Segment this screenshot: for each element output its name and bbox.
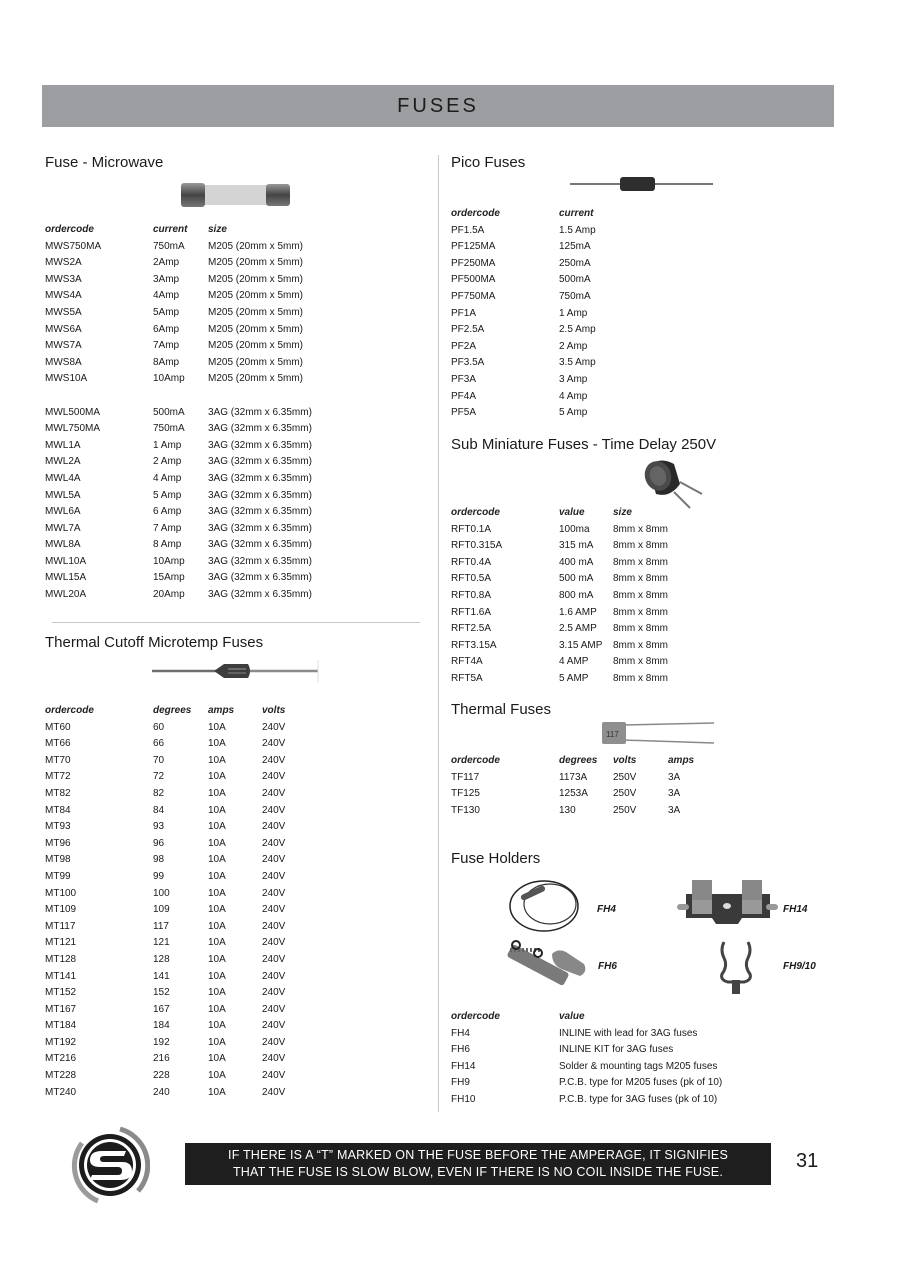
microtemp-fuse-table xyxy=(45,703,285,1101)
thermal-fuse-image xyxy=(602,720,716,748)
table-row: PF4A 4 Amp xyxy=(451,390,588,402)
table-row: MWS5A 5Amp M205 (20mm x 5mm) xyxy=(45,306,304,318)
table-row: MWS10A 10Amp M205 (20mm x 5mm) xyxy=(45,373,304,385)
section-divider xyxy=(52,622,420,623)
section-title-thermal: Thermal Fuses xyxy=(451,701,552,718)
table-row: MWS8A 8Amp M205 (20mm x 5mm) xyxy=(45,356,304,368)
table-row: PF750MA 750mA xyxy=(451,290,591,302)
table-row: MT121 121 10A 240V xyxy=(45,937,286,949)
svg-text:117: 117 xyxy=(606,730,619,739)
company-logo-icon xyxy=(68,1125,150,1205)
table-row: MT72 72 10A 240V xyxy=(45,771,286,783)
fh4-holder-image xyxy=(506,876,582,936)
table-row: TF117 1173A 250V 3A xyxy=(451,771,681,783)
table-row: MT141 141 10A 240V xyxy=(45,970,286,982)
section-title-pico: Pico Fuses xyxy=(451,154,526,171)
table-row: MT228 228 10A 240V xyxy=(45,1070,286,1082)
table-row: MWL8A 8 Amp 3AG (32mm x 6.35mm) xyxy=(45,539,312,551)
table-row: PF125MA 125mA xyxy=(451,241,591,253)
table-row: PF3A 3 Amp xyxy=(451,373,588,385)
table-row: RFT0.8A 800 mA 8mm x 8mm xyxy=(451,589,668,601)
table-row: MT98 98 10A 240V xyxy=(45,854,286,866)
table-header: ordercode current xyxy=(451,208,594,219)
table-row: MT84 84 10A 240V xyxy=(45,804,286,816)
fh9-10-clip-image xyxy=(714,938,758,998)
table-row: PF2A 2 Amp xyxy=(451,340,588,352)
table-row: RFT0.1A 100ma 8mm x 8mm xyxy=(451,523,668,535)
section-title-subminiature: Sub Miniature Fuses - Time Delay 250V xyxy=(451,436,717,453)
table-header: ordercode value xyxy=(451,1011,585,1022)
table-row: MWL4A 4 Amp 3AG (32mm x 6.35mm) xyxy=(45,472,312,484)
microwave-fuse-image xyxy=(180,181,292,209)
table-row: MWL15A 15Amp 3AG (32mm x 6.35mm) xyxy=(45,572,312,584)
table-row: TF130 130 250V 3A xyxy=(451,804,681,816)
table-row: MWS6A 6Amp M205 (20mm x 5mm) xyxy=(45,323,304,335)
table-row: MWL7A 7 Amp 3AG (32mm x 6.35mm) xyxy=(45,522,312,534)
table-row: MWL5A 5 Amp 3AG (32mm x 6.35mm) xyxy=(45,489,312,501)
notice-line-1: IF THERE IS A “T” MARKED ON THE FUSE BEFORE THE AMPERAGE, IT SIGNIFIES xyxy=(228,1148,728,1162)
table-row: MWL10A 10Amp 3AG (32mm x 6.35mm) xyxy=(45,555,312,567)
table-row: MT100 100 10A 240V xyxy=(45,887,286,899)
table-row: MT152 152 10A 240V xyxy=(45,987,286,999)
table-header: ordercode degrees volts amps xyxy=(451,755,695,766)
microwave-fuse-table xyxy=(45,222,312,604)
table-row: PF250MA 250mA xyxy=(451,257,591,269)
table-row: MT240 240 10A 240V xyxy=(45,1086,286,1098)
table-row: PF500MA 500mA xyxy=(451,274,591,286)
table-row: MWL500MA 500mA 3AG (32mm x 6.35mm) xyxy=(45,406,312,418)
subminiature-fuse-table xyxy=(451,505,668,688)
table-row: MT184 184 10A 240V xyxy=(45,1020,286,1032)
table-row: MT216 216 10A 240V xyxy=(45,1053,286,1065)
table-row: MT93 93 10A 240V xyxy=(45,821,286,833)
fh14-holder-image xyxy=(676,878,780,930)
table-row: MT109 109 10A 240V xyxy=(45,904,286,916)
table-header: ordercode current size xyxy=(45,224,227,235)
label-fh4: FH4 xyxy=(597,904,616,915)
slow-blow-notice xyxy=(185,1143,771,1185)
table-row: MT70 70 10A 240V xyxy=(45,754,286,766)
microtemp-fuse-image xyxy=(152,660,320,682)
table-row: MWS4A 4Amp M205 (20mm x 5mm) xyxy=(45,290,304,302)
table-row: RFT5A 5 AMP 8mm x 8mm xyxy=(451,672,668,684)
table-header: ordercode value size xyxy=(451,507,632,518)
subminiature-fuse-image xyxy=(640,456,708,512)
table-row: MT99 99 10A 240V xyxy=(45,870,286,882)
table-row: MT82 82 10A 240V xyxy=(45,787,286,799)
label-fh9-10: FH9/10 xyxy=(783,961,816,972)
page-title-banner xyxy=(42,85,834,127)
pico-fuse-table xyxy=(451,206,596,422)
table-row: FH14 Solder & mounting tags M205 fuses xyxy=(451,1060,718,1072)
section-title-holders: Fuse Holders xyxy=(451,850,541,867)
table-row: RFT2.5A 2.5 AMP 8mm x 8mm xyxy=(451,623,668,635)
table-row: PF1A 1 Amp xyxy=(451,307,588,319)
table-row: FH4 INLINE with lead for 3AG fuses xyxy=(451,1027,698,1039)
table-row: FH9 P.C.B. type for M205 fuses (pk of 10) xyxy=(451,1077,723,1089)
table-row: MWS750MA 750mA M205 (20mm x 5mm) xyxy=(45,240,304,252)
table-row: FH6 INLINE KIT for 3AG fuses xyxy=(451,1044,674,1056)
table-row: RFT0.315A 315 mA 8mm x 8mm xyxy=(451,540,668,552)
table-row: MT128 128 10A 240V xyxy=(45,953,286,965)
table-row: MWS3A 3Amp M205 (20mm x 5mm) xyxy=(45,273,304,285)
table-row: RFT3.15A 3.15 AMP 8mm x 8mm xyxy=(451,639,668,651)
table-row: MWL6A 6 Amp 3AG (32mm x 6.35mm) xyxy=(45,506,312,518)
table-row: FH10 P.C.B. type for 3AG fuses (pk of 10) xyxy=(451,1093,718,1105)
section-title-microwave: Fuse - Microwave xyxy=(45,154,164,171)
table-row: RFT1.6A 1.6 AMP 8mm x 8mm xyxy=(451,606,668,618)
table-row: RFT0.5A 500 mA 8mm x 8mm xyxy=(451,573,668,585)
table-row: TF125 1253A 250V 3A xyxy=(451,788,681,800)
table-row: MWS7A 7Amp M205 (20mm x 5mm) xyxy=(45,340,304,352)
table-row: MT60 60 10A 240V xyxy=(45,721,286,733)
table-row: MWL750MA 750mA 3AG (32mm x 6.35mm) xyxy=(45,423,312,435)
table-row: MWS2A 2Amp M205 (20mm x 5mm) xyxy=(45,257,304,269)
fh6-holder-image xyxy=(502,940,592,998)
notice-line-2: THAT THE FUSE IS SLOW BLOW, EVEN IF THERE IS NO COIL INSIDE THE FUSE. xyxy=(232,1165,724,1179)
table-row: MT66 66 10A 240V xyxy=(45,738,286,750)
table-row: RFT4A 4 AMP 8mm x 8mm xyxy=(451,656,668,668)
label-fh14: FH14 xyxy=(783,904,808,915)
table-row: MT192 192 10A 240V xyxy=(45,1036,286,1048)
page-title: FUSES xyxy=(397,94,479,117)
table-header: ordercode degrees amps volts xyxy=(45,705,286,716)
table-row: RFT0.4A 400 mA 8mm x 8mm xyxy=(451,556,668,568)
table-row: MT117 117 10A 240V xyxy=(45,920,286,932)
table-row: PF5A 5 Amp xyxy=(451,407,588,419)
table-row: PF3.5A 3.5 Amp xyxy=(451,357,596,369)
pico-fuse-image xyxy=(570,176,715,192)
table-row: PF1.5A 1.5 Amp xyxy=(451,224,596,236)
table-row: PF2.5A 2.5 Amp xyxy=(451,324,596,336)
page-number: 31 xyxy=(796,1150,819,1172)
holders-table xyxy=(451,1009,722,1109)
thermal-fuse-table xyxy=(451,753,694,819)
section-title-microtemp: Thermal Cutoff Microtemp Fuses xyxy=(45,634,264,651)
table-row: MT167 167 10A 240V xyxy=(45,1003,286,1015)
column-divider xyxy=(438,155,439,1112)
table-row: MWL2A 2 Amp 3AG (32mm x 6.35mm) xyxy=(45,456,312,468)
table-row: MWL20A 20Amp 3AG (32mm x 6.35mm) xyxy=(45,589,312,601)
table-row: MWL1A 1 Amp 3AG (32mm x 6.35mm) xyxy=(45,439,312,451)
label-fh6: FH6 xyxy=(598,961,617,972)
table-row: MT96 96 10A 240V xyxy=(45,837,286,849)
